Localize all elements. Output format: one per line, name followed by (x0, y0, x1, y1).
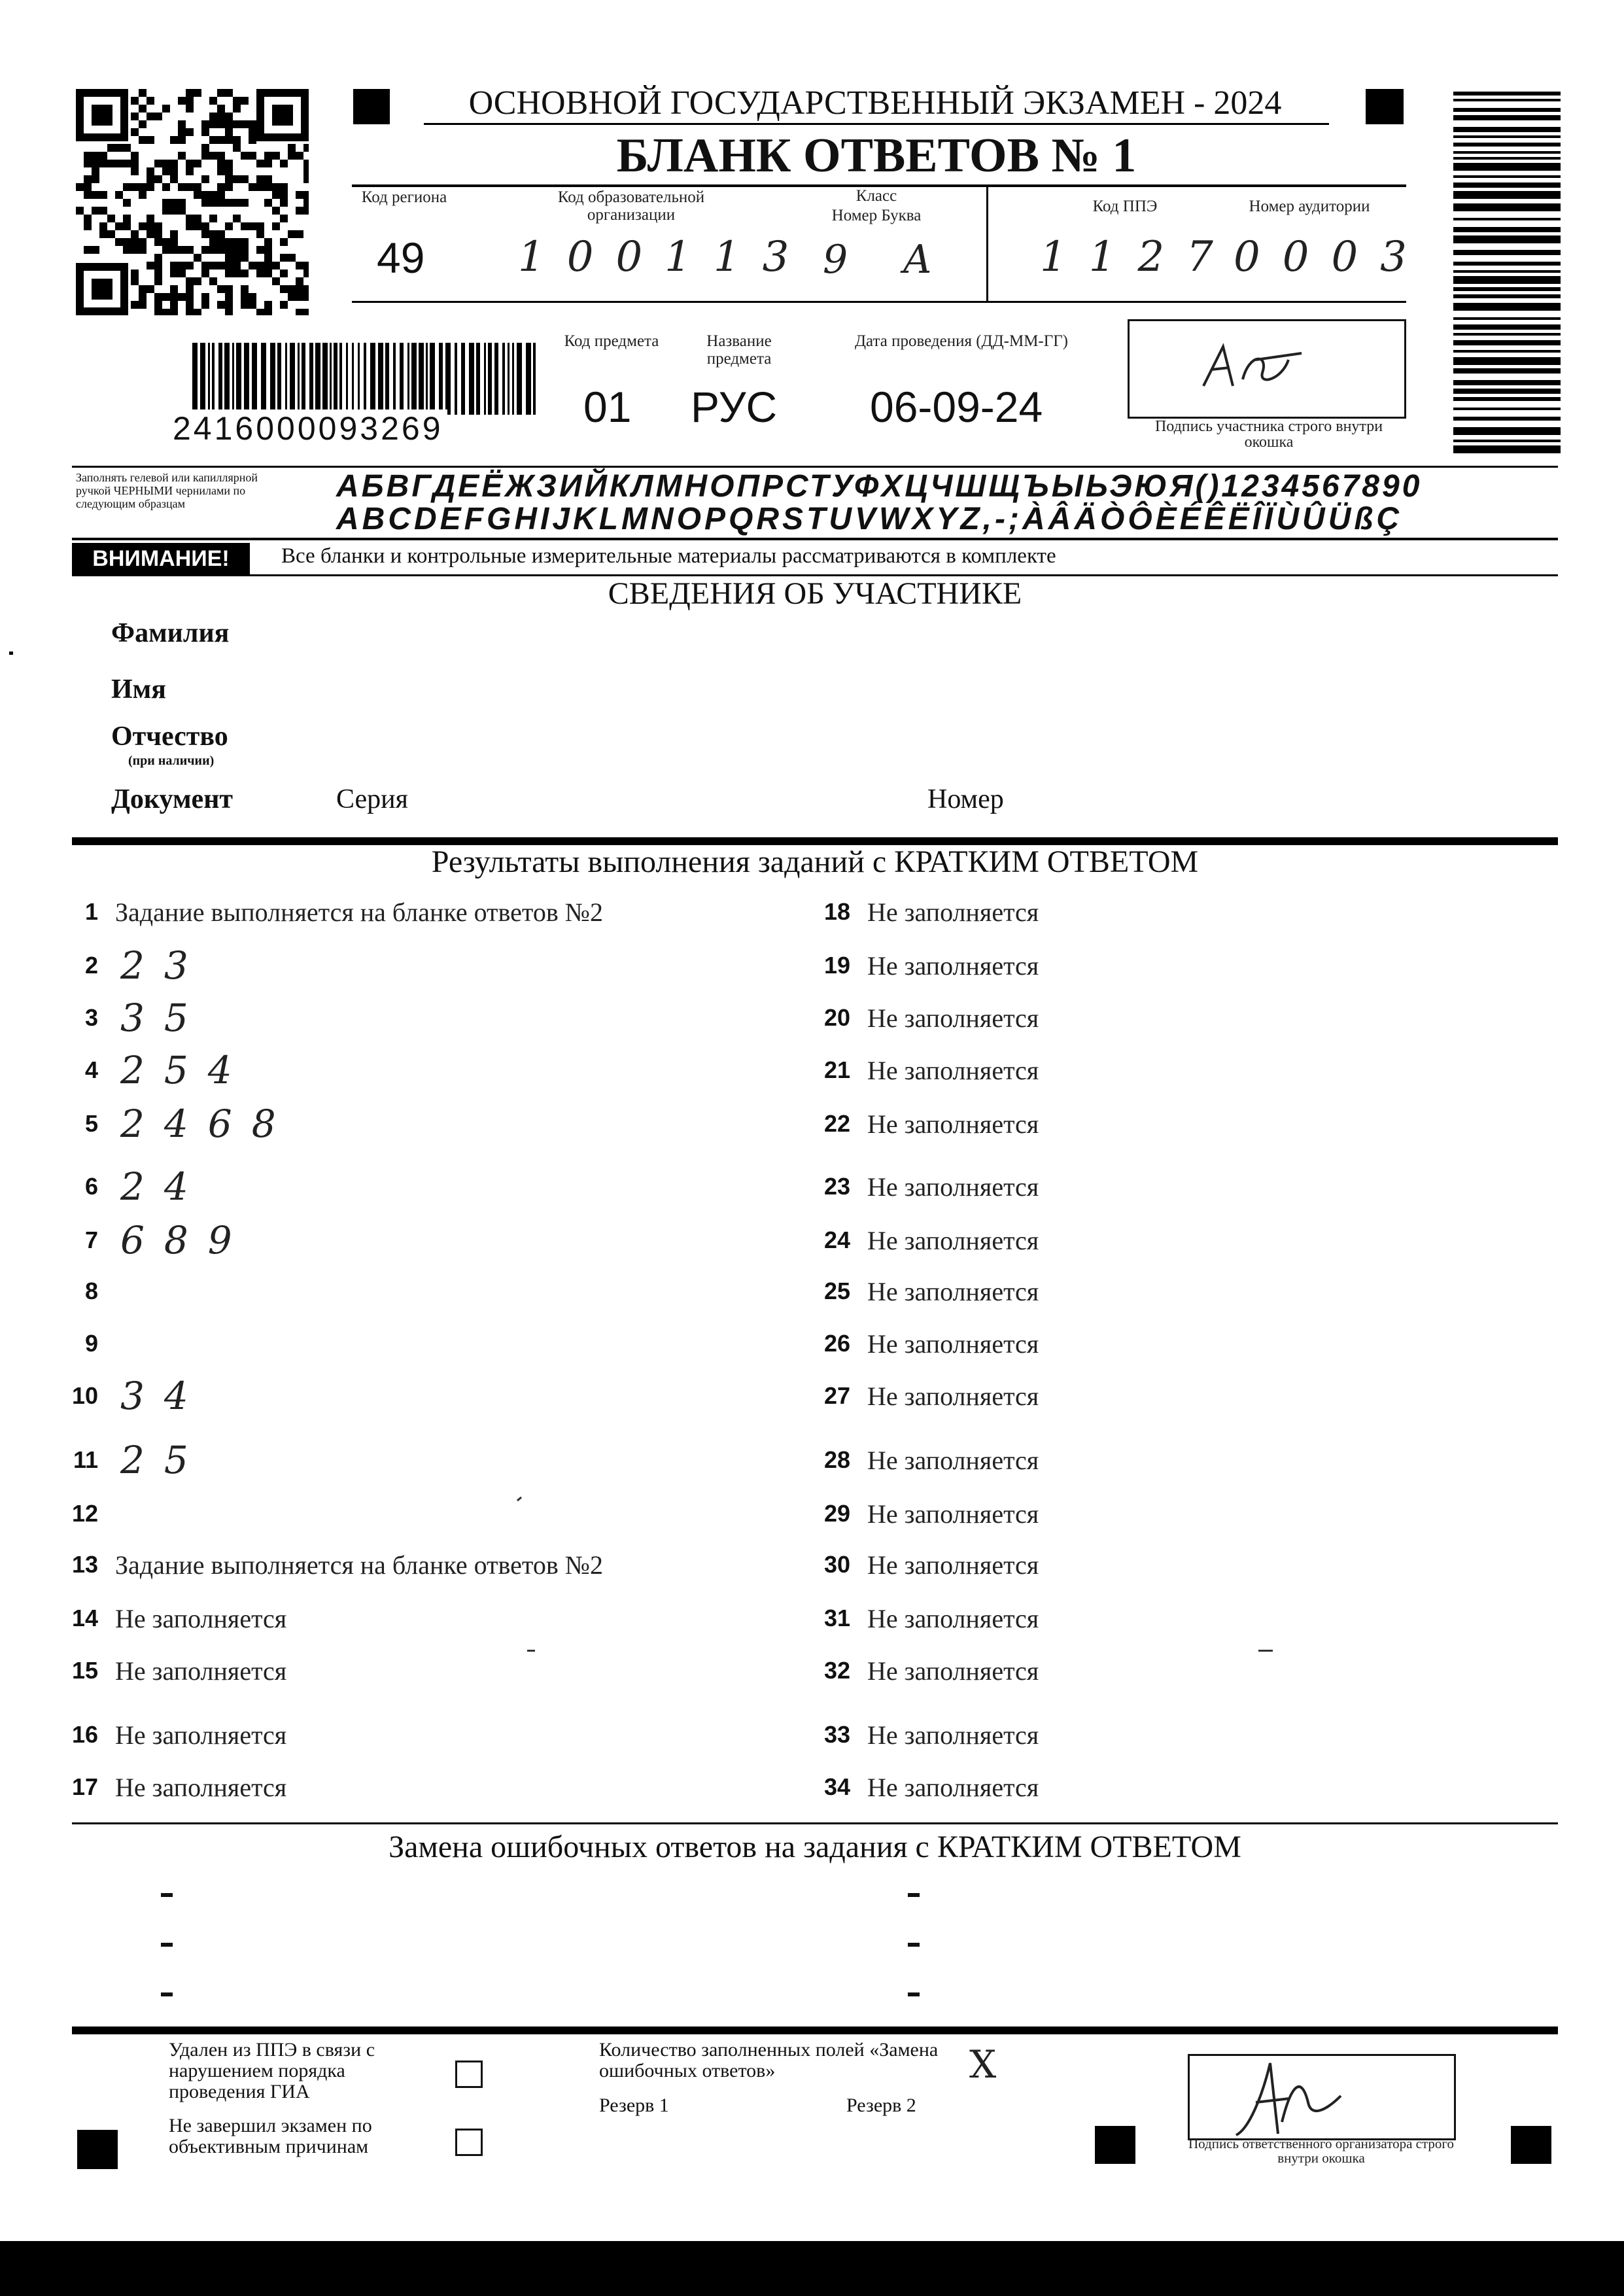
answer-field[interactable]: 254 (120, 1048, 252, 1092)
not-finished-text: Не завершил экзамен по объективным причинам (169, 2115, 372, 2157)
room-number-label: Номер аудитории (1249, 198, 1370, 215)
answer-row (65, 943, 208, 988)
task-note: Не заполняется (867, 1656, 1039, 1686)
fill-instruction: Заполнять гелевой или капиллярной ручкой ЧЕРНЫМИ чернилами по следующим образцам (76, 471, 258, 510)
not-finished-checkbox[interactable] (455, 2129, 483, 2156)
task-number: 29 (823, 1500, 850, 1527)
task-number: 4 (84, 1056, 98, 1083)
answer-row (818, 1376, 1039, 1416)
task-note: Не заполняется (867, 1772, 1039, 1802)
answer-row (65, 1599, 286, 1638)
task-note: Не заполняется (867, 1109, 1039, 1139)
subject-code-value: 01 (583, 383, 632, 431)
qr-code (76, 89, 309, 315)
replacement-dash-5 (908, 1943, 920, 1947)
task-note: Не заполняется (867, 1003, 1039, 1033)
reserve-1-label: Резерв 1 (599, 2095, 669, 2116)
marker-square-top-right (1366, 89, 1404, 124)
answer-row (65, 892, 603, 931)
task-number: 5 (84, 1110, 98, 1137)
participant-section-title: СВЕДЕНИЯ ОБ УЧАСТНИКЕ (608, 576, 1022, 611)
answer-row (818, 1167, 1039, 1206)
answer-row (818, 1767, 1039, 1807)
task-note: Не заполняется (867, 1603, 1039, 1633)
surname-label: Фамилия (111, 618, 230, 648)
answer-row (818, 1599, 1039, 1638)
task-number: 10 (71, 1382, 98, 1409)
answer-field[interactable]: 689 (120, 1218, 252, 1262)
task-number: 13 (71, 1551, 98, 1578)
task-note: Не заполняется (867, 1172, 1039, 1202)
answer-row (65, 1164, 208, 1209)
task-number: 17 (71, 1773, 98, 1800)
subject-code-label: Код предмета (564, 332, 659, 350)
task-number: 26 (823, 1330, 850, 1357)
marker-square-top-left (353, 89, 390, 124)
number-label: Номер (927, 784, 1004, 814)
task-note: Не заполняется (867, 1329, 1039, 1359)
answer-row (65, 1048, 252, 1092)
task-note: Не заполняется (867, 1499, 1039, 1529)
task-number: 3 (84, 1004, 98, 1031)
task-number: 33 (823, 1721, 850, 1748)
task-note: Не заполняется (867, 1445, 1039, 1475)
replacement-title: Замена ошибочных ответов на задания с КРАТКИМ ОТВЕТОМ (389, 1830, 1241, 1864)
answer-row (65, 1218, 252, 1262)
document-label: Документ (111, 784, 233, 814)
series-label: Серия (336, 784, 408, 814)
task-note: Не заполняется (867, 1550, 1039, 1580)
answer-row (65, 1651, 286, 1690)
task-number: 32 (823, 1657, 850, 1684)
organizer-signature-caption: Подпись ответственного организатора строго внутри окошка (1188, 2136, 1455, 2166)
task-number: 31 (823, 1605, 850, 1631)
answer-row (818, 1051, 1039, 1090)
marker-square-bottom-mid (1095, 2126, 1135, 2164)
patronymic-label: Отчество (111, 722, 228, 752)
removed-text: Удален из ППЭ в связи с нарушением порядка проведения ГИА (169, 2039, 375, 2102)
task-note: Не заполняется (867, 1055, 1039, 1085)
class-number: 9 (823, 237, 848, 283)
answer-row (65, 1376, 208, 1416)
replacement-dash-4 (908, 1893, 920, 1897)
subject-name-value: РУС (691, 383, 778, 431)
task-note: Не заполняется (867, 1276, 1039, 1306)
task-number: 25 (823, 1278, 850, 1304)
answer-row (818, 946, 1039, 985)
answer-row (65, 1494, 120, 1533)
task-note: Не заполняется (115, 1656, 287, 1686)
answer-row (65, 1272, 120, 1311)
task-note: Не заполняется (867, 1720, 1039, 1750)
room-number-value: 0003 (1234, 233, 1429, 281)
answer-row (818, 1104, 1039, 1143)
name-label: Имя (111, 674, 166, 704)
class-label-1: Класс (855, 187, 897, 205)
task-number: 6 (84, 1173, 98, 1200)
task-number: 22 (823, 1110, 850, 1137)
answer-row (818, 892, 1039, 931)
answer-row (818, 1324, 1039, 1363)
exam-title: ОСНОВНОЙ ГОСУДАРСТВЕННЫЙ ЭКЗАМЕН - 2024 (468, 84, 1282, 122)
answer-field[interactable]: 34 (120, 1374, 208, 1418)
task-note: Задание выполняется на бланке ответов №2 (115, 897, 603, 927)
barcode-number: 2416000093269 (169, 409, 447, 447)
answer-row (818, 998, 1039, 1037)
date-value: 06-09-24 (870, 383, 1043, 431)
reserve-2-label: Резерв 2 (846, 2095, 916, 2116)
answer-row (818, 1545, 1039, 1584)
participant-signature (1197, 340, 1308, 399)
answer-row (65, 1102, 296, 1146)
replacement-dash-3 (161, 1992, 173, 1996)
task-note: Не заполняется (867, 1225, 1039, 1255)
notice-text: Все бланки и контрольные измерительные материалы рассматриваются в комплекте (281, 544, 1056, 568)
replacement-dash-2 (161, 1943, 173, 1947)
class-label-2: Номер Буква (831, 207, 922, 224)
answer-row (65, 1440, 208, 1480)
task-note: Не заполняется (867, 897, 1039, 927)
marker-square-bottom-left (77, 2130, 118, 2169)
task-note: Не заполняется (115, 1720, 287, 1750)
task-number: 2 (84, 952, 98, 979)
ppe-code-value: 1127 (1040, 233, 1235, 281)
task-number: 24 (823, 1226, 850, 1253)
patronymic-note: (при наличии) (128, 754, 215, 768)
org-code-label: Код образовательной организации (557, 188, 705, 224)
bottom-black-band (0, 2241, 1624, 2296)
task-number: 18 (823, 898, 850, 925)
ppe-code-label: Код ППЭ (1092, 198, 1158, 215)
results-title: Результаты выполнения заданий с КРАТКИМ ОТВЕТОМ (431, 844, 1199, 879)
task-number: 28 (823, 1446, 850, 1473)
answer-field[interactable]: 35 (120, 996, 208, 1040)
task-number: 34 (823, 1773, 850, 1800)
answer-row (818, 1272, 1039, 1311)
notice-badge: ВНИМАНИЕ! (72, 543, 250, 574)
answer-field[interactable]: 24 (120, 1164, 208, 1209)
replacement-dash-6 (908, 1992, 920, 1996)
task-number: 11 (73, 1446, 98, 1473)
form-title: БЛАНК ОТВЕТОВ № 1 (616, 129, 1137, 183)
removed-checkbox[interactable] (455, 2061, 483, 2088)
side-barcode (1453, 92, 1561, 457)
task-note: Задание выполняется на бланке ответов №2 (115, 1550, 603, 1580)
task-note: Не заполняется (115, 1772, 287, 1802)
task-number: 19 (823, 952, 850, 979)
answer-row (65, 1545, 603, 1584)
task-note: Не заполняется (867, 1381, 1039, 1411)
replacement-dash-1 (161, 1893, 173, 1897)
task-number: 23 (823, 1173, 850, 1200)
subject-name-label: Название предмета (706, 332, 772, 368)
task-number: 20 (823, 1004, 850, 1031)
answer-row (818, 1221, 1039, 1260)
participant-signature-caption: Подпись участника строго внутри окошка (1154, 418, 1383, 451)
main-barcode (192, 343, 539, 415)
answer-row (65, 996, 208, 1040)
answer-field[interactable]: 25 (120, 1438, 208, 1482)
answer-row (65, 1715, 286, 1754)
task-number: 21 (823, 1056, 850, 1083)
task-note: Не заполняется (867, 950, 1039, 981)
task-number: 1 (84, 898, 98, 925)
answer-row (818, 1494, 1039, 1533)
task-number: 30 (823, 1551, 850, 1578)
date-label: Дата проведения (ДД-ММ-ГГ) (855, 332, 1068, 350)
task-number: 9 (84, 1330, 98, 1357)
answer-row (65, 1324, 120, 1363)
filled-count-label: Количество заполненных полей «Замена ошибочных ответов» (599, 2039, 939, 2081)
task-number: 7 (84, 1226, 98, 1253)
answer-field[interactable]: 23 (120, 943, 208, 988)
region-code-value: 49 (377, 234, 425, 282)
sample-latin: ABCDEFGHIJKLMNOPQRSTUVWXYZ,-;ÀÂÄÒÔÈÉÊËÎÏÙÛÜßÇ (336, 502, 1403, 536)
org-code-value: 100113 (518, 233, 812, 281)
sample-cyrillic: АБВГДЕЁЖЗИЙКЛМНОПРСТУФХЦЧШЩЪЫЬЭЮЯ()1234567890 (336, 469, 1423, 504)
task-number: 14 (71, 1605, 98, 1631)
region-code-label: Код региона (361, 188, 447, 206)
task-number: 27 (823, 1382, 850, 1409)
organizer-signature (1230, 2057, 1347, 2142)
answer-row (818, 1440, 1039, 1480)
filled-count-value: X (969, 2042, 997, 2087)
answer-row (818, 1715, 1039, 1754)
answer-row (65, 1767, 286, 1807)
class-letter: А (903, 237, 933, 283)
task-note: Не заполняется (115, 1603, 287, 1633)
task-number: 16 (71, 1721, 98, 1748)
marker-square-bottom-right (1511, 2126, 1551, 2164)
answer-field[interactable]: 2468 (120, 1102, 296, 1146)
answer-row (818, 1651, 1039, 1690)
task-number: 12 (71, 1500, 98, 1527)
task-number: 8 (84, 1278, 98, 1304)
task-number: 15 (71, 1657, 98, 1684)
